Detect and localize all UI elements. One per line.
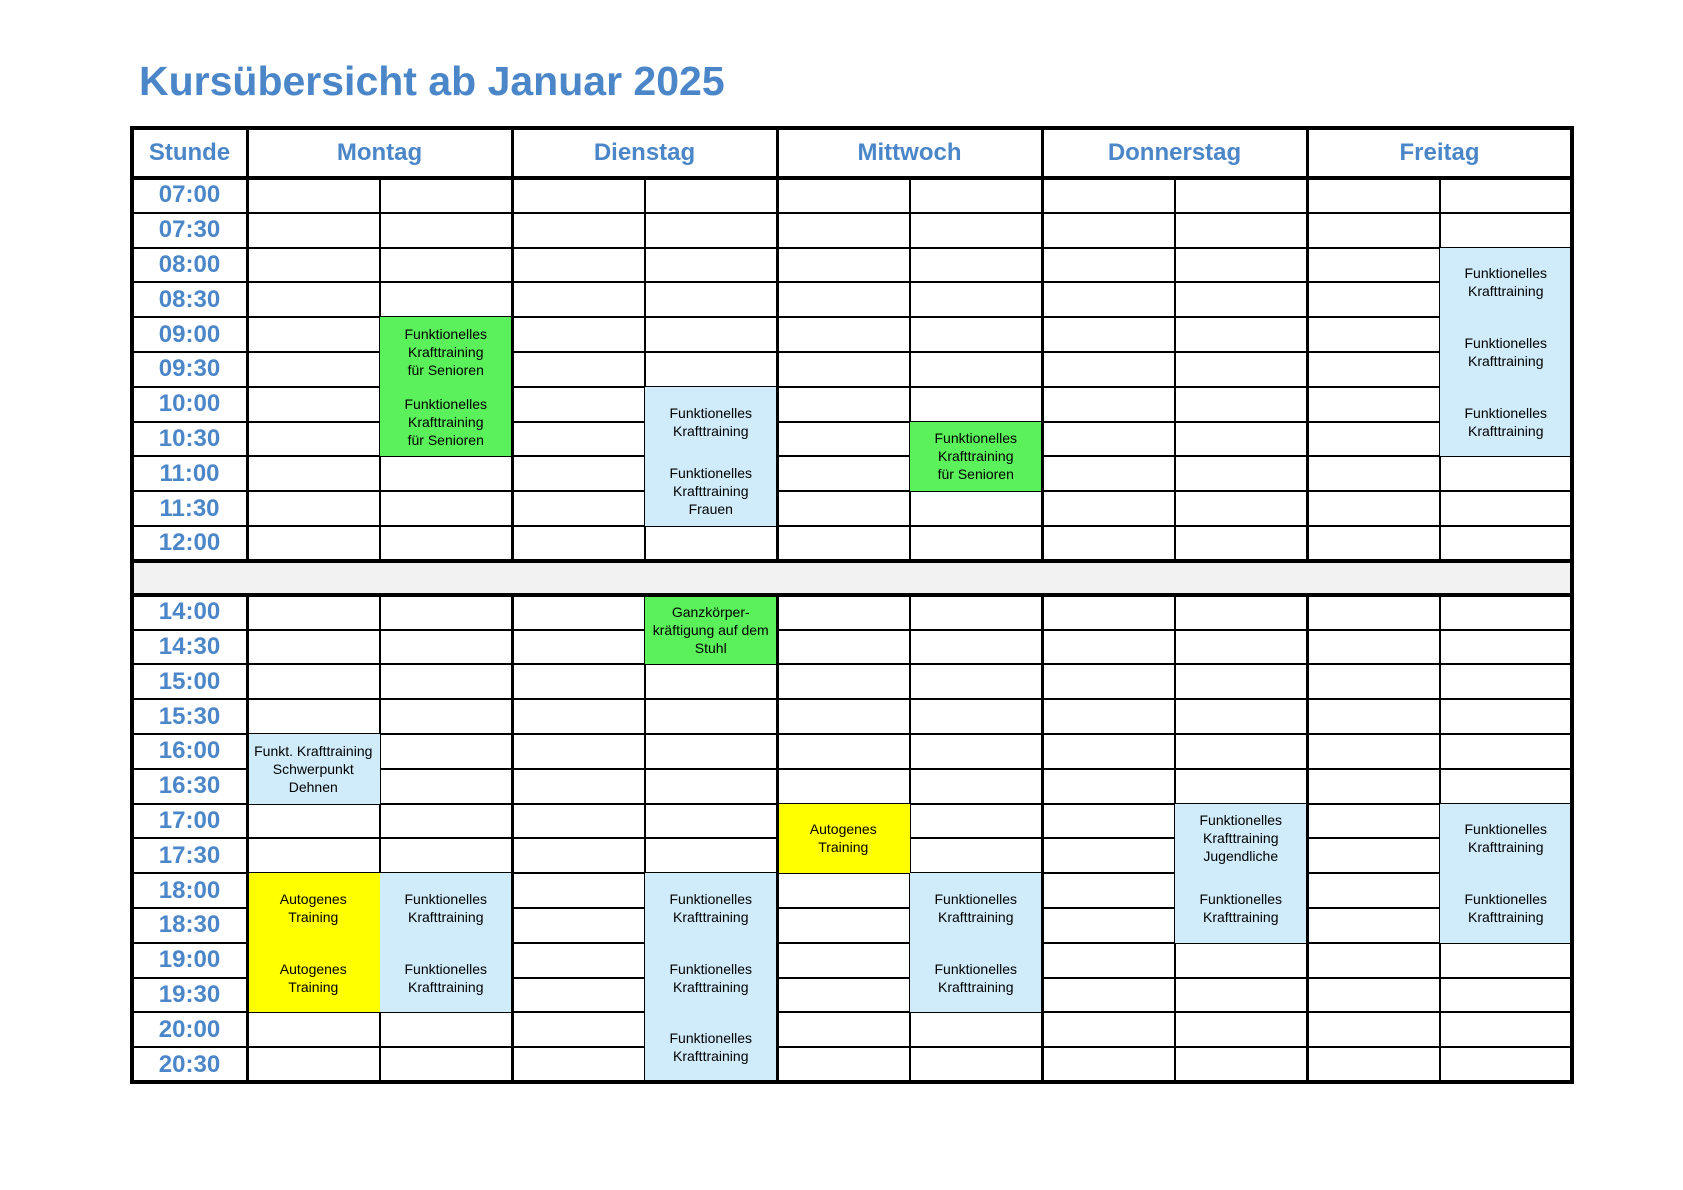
course-block[interactable]: Funktionelles Krafttraining xyxy=(1440,804,1573,874)
course-block[interactable]: Funktionelles Krafttraining Frauen xyxy=(645,456,778,526)
course-block[interactable]: Funktionelles Krafttraining xyxy=(380,943,513,1013)
time-column-divider xyxy=(246,128,249,561)
time-label: 16:00 xyxy=(158,737,221,765)
course-block[interactable]: Autogenes Training xyxy=(247,943,380,1013)
time-label: 18:00 xyxy=(158,876,221,904)
time-label: 18:30 xyxy=(158,911,221,939)
time-label: 14:00 xyxy=(158,598,221,626)
row-divider xyxy=(132,663,1572,665)
table-border-right xyxy=(1570,126,1574,1084)
day-divider xyxy=(776,595,779,1082)
time-column-divider xyxy=(246,595,249,1082)
day-divider xyxy=(1306,128,1309,561)
course-block[interactable]: Funktionelles Krafttraining xyxy=(645,943,778,1013)
time-label: 12:00 xyxy=(158,529,221,557)
day-divider xyxy=(1041,595,1044,1082)
time-label: 17:00 xyxy=(158,806,221,834)
time-label: 07:30 xyxy=(158,216,221,244)
header-divider xyxy=(132,176,1572,180)
day-divider xyxy=(776,128,779,561)
row-divider xyxy=(132,698,1572,700)
time-label: 19:00 xyxy=(158,946,221,974)
course-block[interactable]: Funktionelles Krafttraining xyxy=(910,873,1043,943)
pause-bottom-line xyxy=(132,593,1572,597)
header-montag: Montag xyxy=(336,139,423,166)
day-divider xyxy=(511,595,514,1082)
time-label: 20:30 xyxy=(158,1050,221,1078)
table-border-top xyxy=(132,126,1572,130)
day-divider xyxy=(1041,128,1044,561)
course-block[interactable]: Funktionelles Krafttraining für Senioren xyxy=(910,422,1043,492)
row-divider xyxy=(132,247,1572,249)
course-block[interactable]: Funktionelles Krafttraining xyxy=(1440,317,1573,387)
time-label: 11:00 xyxy=(159,459,220,487)
row-divider xyxy=(132,1046,1572,1048)
time-label: 15:00 xyxy=(158,667,221,695)
time-label: 16:30 xyxy=(158,772,221,800)
time-label: 10:00 xyxy=(158,390,221,418)
row-divider xyxy=(132,490,1572,492)
day-divider xyxy=(511,128,514,561)
row-divider xyxy=(132,455,1572,457)
course-block[interactable]: Funktionelles Krafttraining für Senioren xyxy=(380,317,513,387)
course-block[interactable]: Autogenes Training xyxy=(247,873,380,943)
time-label: 20:00 xyxy=(158,1015,221,1043)
course-block[interactable]: Funktionelles Krafttraining xyxy=(380,873,513,943)
row-divider xyxy=(132,421,1572,423)
header-mittwoch: Mittwoch xyxy=(857,139,962,166)
course-block[interactable]: Funktionelles Krafttraining xyxy=(645,1012,778,1082)
course-block[interactable]: Funktionelles Krafttraining xyxy=(645,873,778,943)
course-block[interactable]: Funktionelles Krafttraining xyxy=(1440,873,1573,943)
lunch-break-row xyxy=(132,561,1572,595)
time-label: 17:30 xyxy=(158,841,221,869)
subcolumn-divider xyxy=(909,178,911,561)
course-block[interactable]: Funktionelles Krafttraining xyxy=(645,387,778,457)
time-label: 08:00 xyxy=(158,250,221,278)
pause-top-line xyxy=(132,559,1572,563)
course-block[interactable]: Funktionelles Krafttraining Jugendliche xyxy=(1175,804,1308,874)
header-dienstag: Dienstag xyxy=(593,139,696,166)
row-divider xyxy=(132,351,1572,353)
time-label: 19:30 xyxy=(158,980,221,1008)
time-label: 11:30 xyxy=(159,494,220,522)
course-block[interactable]: Funktionelles Krafttraining xyxy=(1175,873,1308,943)
time-label: 10:30 xyxy=(158,424,221,452)
time-label: 07:00 xyxy=(158,181,221,209)
course-block[interactable]: Ganzkörper- kräftigung auf dem Stuhl xyxy=(645,595,778,665)
row-divider xyxy=(132,316,1572,318)
row-divider xyxy=(132,212,1572,214)
header-stunde: Stunde xyxy=(148,139,231,166)
course-block[interactable]: Funktionelles Krafttraining xyxy=(1440,387,1573,457)
row-divider xyxy=(132,386,1572,388)
course-block[interactable]: Funkt. Krafttraining Schwerpunkt Dehnen xyxy=(247,734,380,804)
course-block[interactable]: Funktionelles Krafttraining xyxy=(1440,248,1573,318)
row-divider xyxy=(132,629,1572,631)
table-border-bottom xyxy=(132,1080,1572,1084)
course-block[interactable]: Autogenes Training xyxy=(777,804,910,874)
header-donnerstag: Donnerstag xyxy=(1107,139,1242,166)
row-divider xyxy=(132,281,1572,283)
course-block[interactable]: Funktionelles Krafttraining für Senioren xyxy=(380,387,513,457)
day-divider xyxy=(1306,595,1309,1082)
time-label: 15:30 xyxy=(158,702,221,730)
time-label: 08:30 xyxy=(158,285,221,313)
header-freitag: Freitag xyxy=(1399,139,1480,166)
time-label: 14:30 xyxy=(158,632,221,660)
time-label: 09:30 xyxy=(158,355,221,383)
subcolumn-divider xyxy=(1174,178,1176,561)
table-border-left xyxy=(130,126,134,1084)
row-divider xyxy=(132,525,1572,527)
page-title: Kursübersicht ab Januar 2025 xyxy=(139,58,725,104)
course-block[interactable]: Funktionelles Krafttraining xyxy=(910,943,1043,1013)
time-label: 09:00 xyxy=(158,320,221,348)
